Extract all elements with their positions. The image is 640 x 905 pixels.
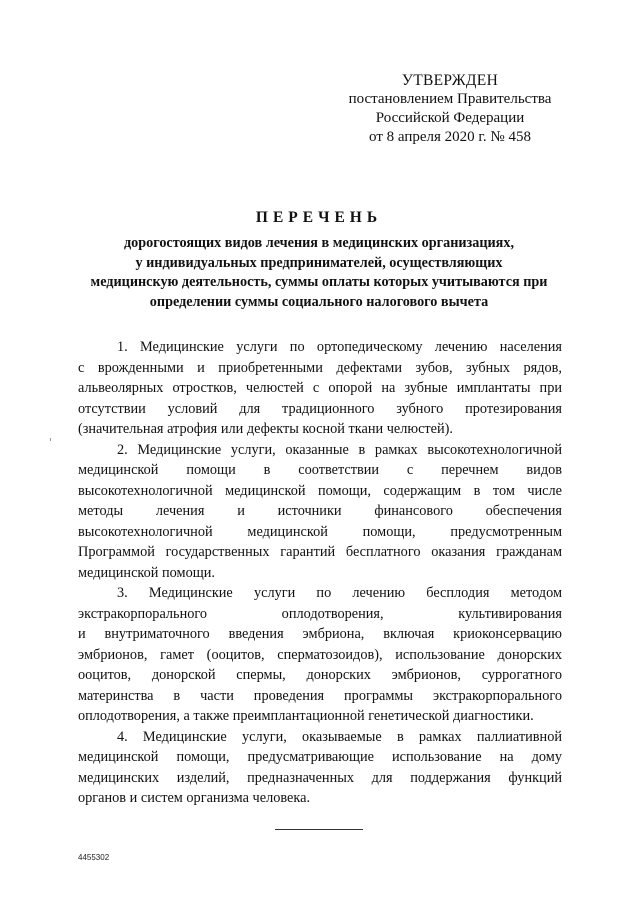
paragraph-2	[78, 440, 562, 584]
approval-line-date-number: от 8 апреля 2020 г. № 458	[369, 129, 531, 145]
paragraph-3	[78, 583, 562, 727]
paragraph-1	[78, 337, 562, 440]
text-line: высокотехнологичной медицинской помощи, содержащим в том числе	[78, 482, 562, 499]
paragraph-4	[78, 727, 562, 809]
title-word: ПЕРЕЧЕНЬ	[255, 209, 383, 226]
text-line: Программой государственных гарантий бесплатного оказания гражданам	[78, 544, 562, 560]
text-line: 1. Медицинские услуги по ортопедическому лечению населения	[117, 339, 562, 355]
title-line: медицинскую деятельность, суммы оплаты которых учитываются при	[90, 274, 548, 290]
title-line: у индивидуальных предпринимателей, осуществляющих	[135, 254, 503, 271]
text-line: материнства в части проведения программы экстракорпорального	[78, 687, 562, 704]
approval-line-decree: постановлением Правительства	[348, 91, 552, 107]
text-line: отсутствии условий для традиционного зубного протезирования	[78, 400, 562, 417]
approval-line-government: Российской Федерации	[375, 110, 525, 126]
approval-heading: УТВЕРЖДЕН	[401, 72, 499, 89]
text-line: медицинской помощи.	[78, 564, 215, 581]
text-line: альвеолярных отростков, челюстей с опорой на зубные имплантаты при	[78, 380, 562, 396]
text-line: 2. Медицинские услуги, оказанные в рамках высокотехнологичной	[117, 441, 562, 458]
text-line: с врожденными и приобретенными дефектами зубов, зубных рядов,	[78, 359, 562, 376]
document-body	[78, 337, 562, 809]
text-line: методы лечения и источники финансового обеспечения	[78, 503, 562, 519]
text-line: ооцитов, донорской спермы, донорских эмбрионов, суррогатного	[78, 667, 562, 683]
title-line: дорогостоящих видов лечения в медицинских организациях,	[123, 235, 515, 251]
text-line: и внутриматочного введения эмбриона, включая криоконсервацию	[78, 626, 562, 642]
document-number: 4455302	[78, 853, 110, 862]
text-line: медицинской помощи, предусматривающие использование на дому	[78, 749, 562, 765]
end-rule	[275, 829, 363, 830]
text-line: оплодотворения, а также преимплантационной генетической диагностики.	[78, 708, 534, 724]
approval-stamp	[330, 71, 570, 147]
text-line: экстракорпорального оплодотворения, культивирования	[78, 605, 562, 622]
document-title	[78, 208, 560, 312]
text-line: медицинской помощи в соответствии с перечнем видов	[78, 462, 562, 478]
text-line: медицинских изделий, предназначенных для поддержания функций	[78, 769, 562, 786]
text-line: (значительная атрофия или дефекты косной ткани челюстей).	[78, 421, 453, 437]
title-line: определении суммы социального налогового вычета	[149, 293, 489, 310]
text-line: 4. Медицинские услуги, оказываемые в рамках паллиативной	[117, 728, 562, 745]
text-line: эмбрионов, гамет (ооцитов, сперматозоидов), использование донорских	[78, 646, 562, 663]
text-line: органов и систем организма человека.	[78, 790, 311, 806]
text-line: высокотехнологичной медицинской помощи, предусмотренным	[78, 523, 562, 540]
text-line: 3. Медицинские услуги по лечению бесплодия методом	[117, 585, 562, 601]
margin-mark	[50, 438, 51, 441]
